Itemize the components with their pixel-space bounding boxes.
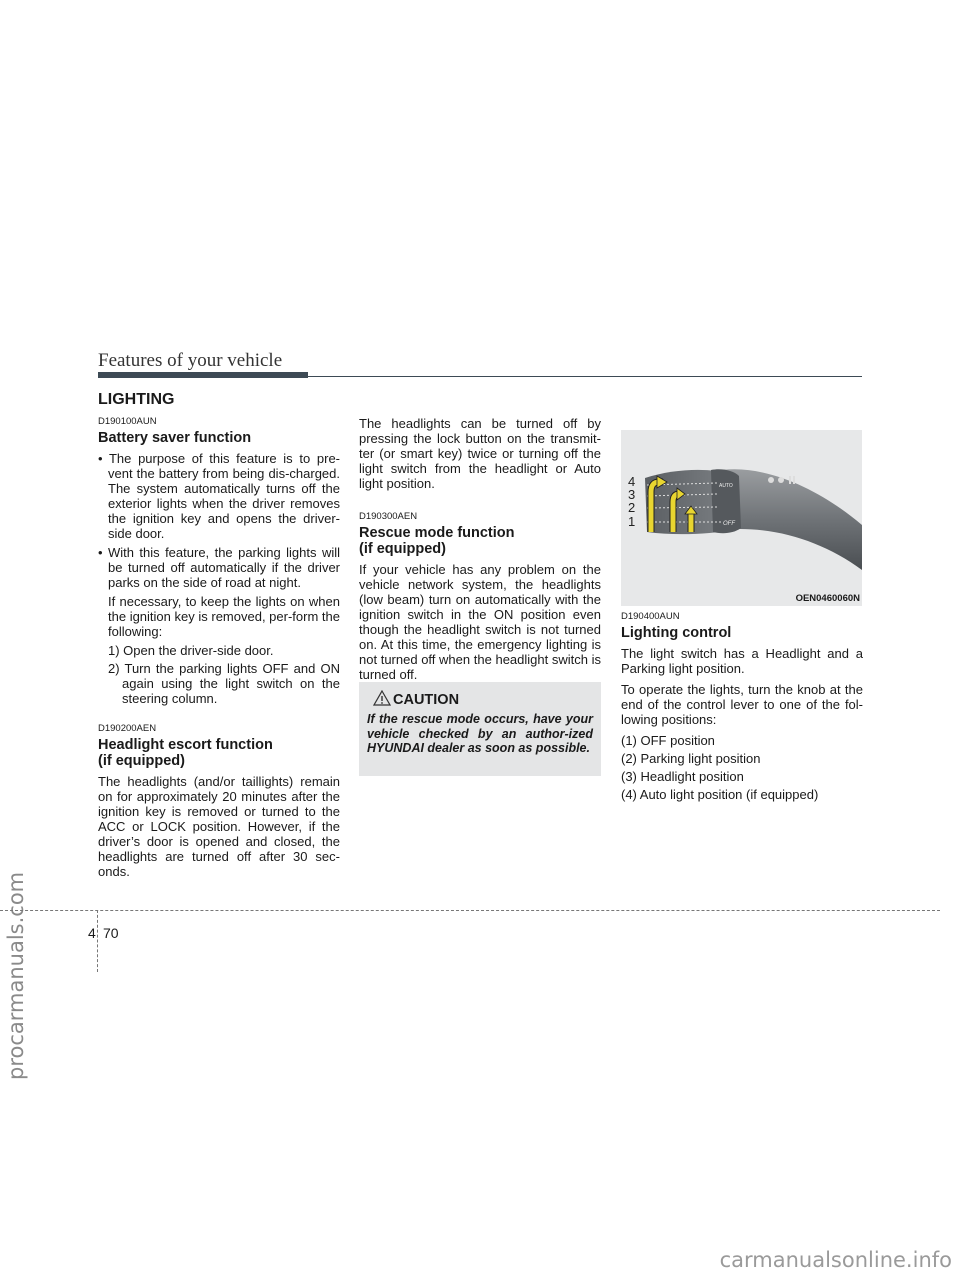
lever-symbols-icon — [768, 476, 795, 484]
page-number: 70 — [103, 925, 119, 941]
position-number: 3 — [628, 487, 636, 502]
escort-continued-body: The headlights can be turned off by pressing the lock button on the transmit-ter (or smart key) twice or turning off the light switch from the headlight or Auto light position. — [359, 416, 601, 491]
caution-text: If the rescue mode occurs, have your vehicle checked by an author-ized HYUNDAI dealer as soon as possible. — [367, 712, 593, 755]
watermark-side: procarmanuals.com — [4, 871, 28, 1080]
header-rule — [98, 376, 862, 377]
rescue-heading: Rescue mode function — [359, 525, 515, 541]
section-code: D190100AUN — [98, 416, 157, 427]
light-switch-figure — [621, 430, 862, 606]
off-marking: OFF — [723, 521, 735, 527]
chapter-number: 4 — [88, 925, 96, 941]
figure-label: OEN0460060N — [795, 593, 860, 604]
list-item: (1) OFF position — [621, 733, 715, 748]
section-code: D190200AEN — [98, 723, 157, 734]
column-2 — [359, 416, 601, 688]
lighting-control-body: To operate the lights, turn the knob at the end of the control lever to one of the fol-lowing positions: — [621, 682, 863, 727]
page-header-title: Features of your vehicle — [98, 350, 283, 371]
escort-heading: Headlight escort function — [98, 737, 273, 753]
position-number: 4 — [628, 474, 636, 489]
column-1 — [98, 416, 340, 885]
step-item: 2) Turn the parking lights OFF and ON again using the light switch on the steering column. — [108, 661, 340, 706]
column-3 — [621, 611, 863, 805]
list-item: (2) Parking light position — [621, 751, 761, 766]
caution-box — [359, 682, 601, 776]
header-bar — [98, 372, 308, 378]
warning-icon — [373, 690, 391, 706]
bullet-item: • The purpose of this feature is to pre-vent the battery from being dis-charged. The system automatically turns off the exterior lights when the driver removes the ignition key and opens the driver-side door. — [98, 451, 340, 541]
escort-body: The headlights (and/or taillights) remain on for approximately 20 minutes after the ignition key is removed or turned to the ACC or LOCK position. However, if the driver’s door is opened and closed, the headlights are turned off after 30 sec-onds. — [98, 774, 340, 879]
list-item: (4) Auto light position (if equipped) — [621, 787, 819, 802]
light-switch-illustration — [621, 430, 862, 606]
section-code: D190300AEN — [359, 511, 418, 522]
bullet-item: • With this feature, the parking lights will be turned off automatically if the driver parks on the side of road at night. — [98, 545, 340, 590]
rescue-heading-sub: (if equipped) — [359, 541, 446, 557]
section-title: LIGHTING — [98, 391, 175, 408]
footer-divider — [97, 910, 98, 972]
step-item: 1) Open the driver-side door. — [108, 643, 274, 658]
lighting-control-body: The light switch has a Headlight and a Parking light position. — [621, 646, 863, 676]
watermark-bottom: carmanualsonline.info — [719, 1248, 952, 1272]
caution-title: CAUTION — [393, 692, 460, 708]
list-item: (3) Headlight position — [621, 769, 744, 784]
escort-heading-sub: (if equipped) — [98, 753, 185, 769]
section-code: D190400AUN — [621, 611, 680, 622]
lighting-control-heading: Lighting control — [621, 625, 732, 641]
footer-rule — [0, 910, 940, 911]
position-number: 1 — [628, 514, 636, 529]
note-text: If necessary, to keep the lights on when the ignition key is removed, per-form the following: — [108, 594, 340, 639]
battery-saver-heading: Battery saver function — [98, 430, 252, 446]
auto-marking: AUTO — [719, 483, 733, 489]
position-number: 2 — [628, 500, 636, 515]
rescue-body: If your vehicle has any problem on the vehicle network system, the headlights (low beam) turn on automatically with the ignition switch in the ON position even though the headlight switch is not turned on. At this time, the emergency lighting is not turned off when the headlight switch is turned off. — [359, 562, 601, 682]
